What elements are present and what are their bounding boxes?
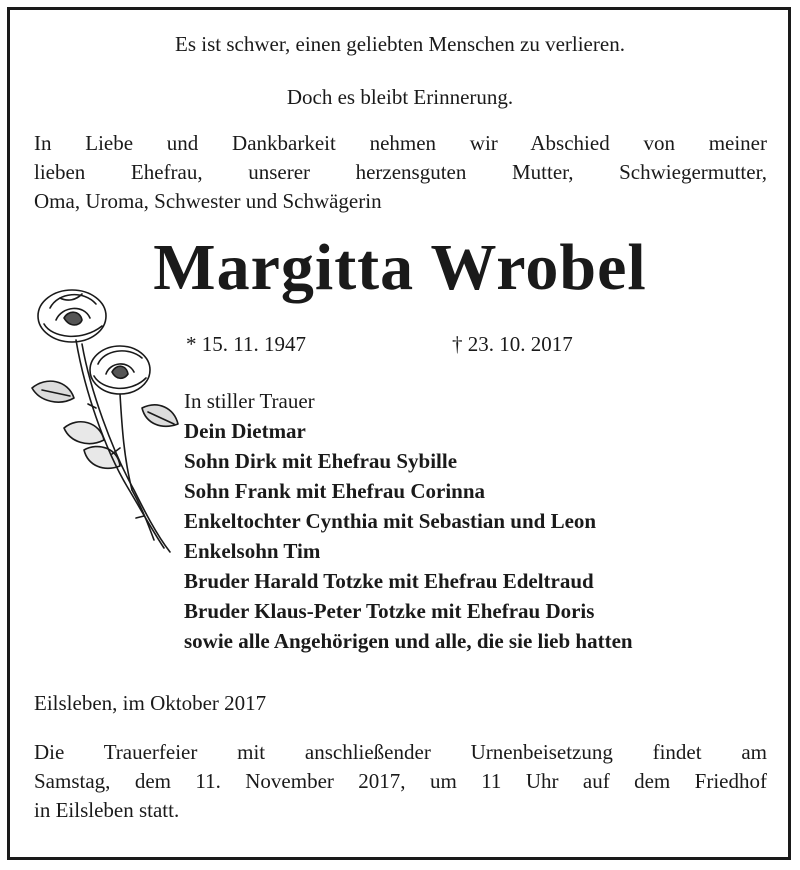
ceremony-line: in Eilsleben statt. [34,798,180,822]
deceased-name: Margitta Wrobel [153,231,647,304]
intro-line-1: Es ist schwer, einen geliebten Menschen zu verlieren. [175,32,625,56]
farewell-text [34,129,767,216]
place-and-date: Eilsleben, im Oktober 2017 [34,691,267,715]
rose-icon [24,278,184,578]
mourner-entry: Sohn Frank mit Ehefrau Corinna [184,479,486,503]
mourners-heading: In stiller Trauer [184,389,315,413]
mourners-list [184,386,633,656]
ceremony-line: Samstag, dem 11. November 2017, um 11 Uhr auf dem Friedhof [34,769,767,793]
ceremony-line: Die Trauerfeier mit anschließender Urnenbeisetzung findet am [34,740,767,764]
mourner-entry: Sohn Dirk mit Ehefrau Sybille [184,449,458,473]
mourner-entry: Enkelsohn Tim [184,539,321,563]
mourner-entry: Dein Dietmar [184,419,306,443]
birth-date: * 15. 11. 1947 [186,332,306,356]
mourner-entry: sowie alle Angehörigen und alle, die sie lieb hatten [184,629,633,653]
intro-line-2: Doch es bleibt Erinnerung. [286,85,514,109]
farewell-line: In Liebe und Dankbarkeit nehmen wir Abschied von meiner [34,131,767,155]
mourner-entry: Bruder Harald Totzke mit Ehefrau Edeltraud [184,569,594,593]
mourner-entry: Enkeltochter Cynthia mit Sebastian und Leon [184,509,597,533]
farewell-line: lieben Ehefrau, unserer herzensguten Mutter, Schwiegermutter, [34,160,767,184]
ceremony-text [34,738,767,825]
mourner-entry: Bruder Klaus-Peter Totzke mit Ehefrau Doris [184,599,595,623]
death-date: † 23. 10. 2017 [452,332,573,356]
farewell-line: Oma, Uroma, Schwester und Schwägerin [34,189,382,213]
